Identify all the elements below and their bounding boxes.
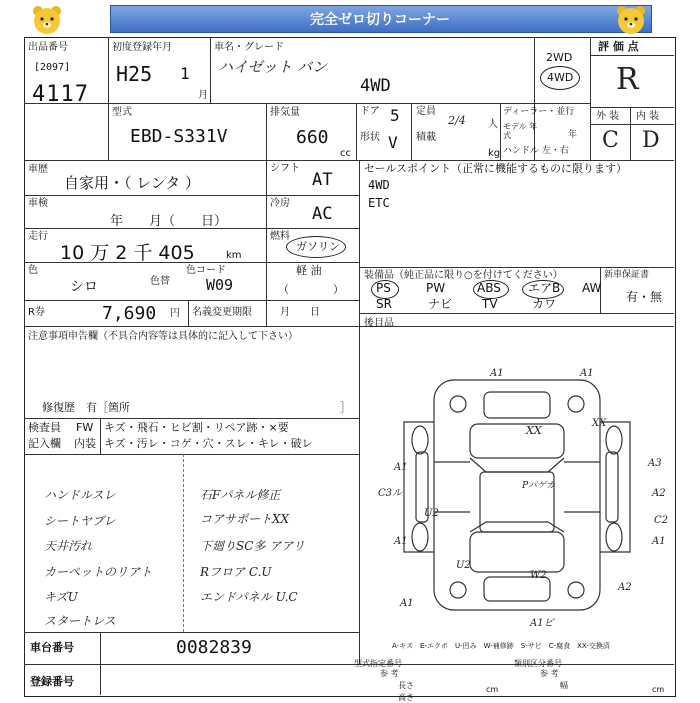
mileage-value: 10 万 2 千 405 — [60, 242, 195, 264]
mark-xx-right: XX — [592, 418, 607, 429]
displacement-value: 660 — [296, 127, 329, 148]
first-reg-label: 初度登録年月 — [112, 42, 172, 53]
lot-code: [2097] — [34, 62, 71, 73]
dealer-handle: ハンドル 左・右 — [503, 146, 569, 156]
mark-right-a1: A1 — [652, 536, 666, 547]
cm-label-1: cm — [486, 685, 499, 694]
tax-value: 月 日 — [280, 307, 320, 318]
mark-w2-bottom: W2 — [530, 570, 547, 581]
rating-value: R — [616, 62, 639, 97]
inspector-row1: キズ・飛石・ヒビ割・リペア跡・×要 — [104, 421, 289, 434]
legend-text: A-キズ E-エクボ U-凹み W-補修跡 S-サビ C-腐食 XX-交換済 — [392, 642, 610, 650]
mark-right-a3: A3 — [648, 458, 662, 469]
equip-abs-circle — [473, 280, 509, 299]
inspector-row2: キズ・汚レ・コゲ・穴・スレ・キレ・破レ — [104, 437, 313, 450]
fuel-diesel: 軽 油 — [296, 264, 322, 277]
shape-label: 形状 — [360, 132, 380, 143]
lot-number: 4117 — [32, 82, 89, 107]
color-code: W09 — [206, 276, 234, 294]
doors-value: 5 — [390, 106, 400, 125]
mark-top-a1-left: A1 — [490, 368, 504, 379]
inspection-label: 車検 — [28, 198, 48, 209]
remark-left-6: スタートレス — [44, 614, 116, 628]
width-label: 幅 — [560, 681, 568, 690]
mark-left-a1-lower: A1 — [394, 536, 408, 547]
remark-left-4: カーペットのリアト — [44, 565, 153, 579]
recycle-unit: 円 — [170, 308, 180, 319]
remark-right-5: エンドパネル U.C — [200, 590, 298, 604]
sales-point-2: ETC — [368, 196, 390, 210]
equip-abs: ABS — [477, 281, 501, 295]
header-title: 完全ゼロ切りコーナー — [310, 12, 450, 28]
remark-left-3: 天井汚れ — [44, 539, 93, 553]
exterior-value: C — [602, 128, 619, 153]
cm-label-2: cm — [652, 685, 665, 694]
chassis-label: 車台番号 — [30, 641, 74, 654]
remark-left-2: シートヤブレ — [44, 514, 116, 528]
exterior-label: 外 装 — [596, 111, 620, 122]
inspector-label: 検査員 — [28, 421, 61, 434]
remark-right-4: Rフロア C.U — [200, 565, 272, 579]
inspector-interior: 内装 — [74, 437, 96, 450]
inspector-fw: FW — [76, 421, 94, 434]
rear-seat-label: 後目品 — [364, 318, 394, 329]
color-value: シロ — [70, 279, 98, 295]
name-label: 車名・グレード — [214, 42, 284, 53]
equip-airbag: エアB — [528, 281, 561, 295]
note-label-2: 参 考 — [540, 669, 559, 678]
notes-label: 注意事項申告欄（不具合内容等は具体的に記入して下さい） — [28, 331, 298, 342]
equip-aw: AW — [582, 281, 602, 295]
color-code-label: 色コード — [186, 265, 226, 276]
interior-label: 内 装 — [636, 111, 660, 122]
notes-repair-end: ］ — [340, 401, 351, 414]
equip-sr: SR — [376, 297, 392, 311]
inspection-value: 年 月（ 日） — [110, 214, 228, 229]
capacity-unit: 人 — [488, 119, 498, 130]
lot-label: 出品番号 — [28, 42, 68, 53]
mark-panel: Pパゲカ — [522, 481, 555, 491]
equip-leather: カワ — [532, 297, 557, 311]
displacement-label: 排気量 — [270, 107, 300, 118]
shift-value: AT — [312, 170, 333, 190]
name-value: ハイゼット バン — [218, 58, 328, 76]
displacement-unit: cc — [340, 148, 351, 159]
color-label: 色 — [28, 265, 38, 276]
first-reg-year: H25 — [116, 62, 153, 86]
shape-value: V — [388, 133, 398, 152]
mark-a2-bottom-right: A2 — [618, 582, 632, 593]
height-label: 高さ — [398, 693, 414, 702]
interior-value: D — [642, 128, 660, 153]
mark-a1-bottom-left: A1 — [400, 598, 414, 609]
remark-right-1: 石Fパネル修正 — [200, 488, 281, 502]
recycle-value: 7,690 — [102, 303, 157, 324]
name-grade: 4WD — [360, 76, 391, 96]
shift-label: シフト — [270, 163, 300, 174]
class-number-label: 類別区分番号 — [514, 659, 562, 668]
warranty-label: 新車保証書 — [604, 270, 650, 280]
history-value: 自家用・（ レンタ ） — [64, 174, 201, 192]
equip-ps-circle — [371, 280, 399, 299]
warranty-value: 有・無 — [626, 290, 663, 304]
note-label-1: 参 考 — [380, 669, 399, 678]
dealer-model-year: モデル 年式 — [503, 122, 538, 140]
registration-label: 登録番号 — [30, 675, 74, 688]
fuel-gas: ガソリン — [296, 240, 340, 253]
mark-right-a2: A2 — [652, 488, 666, 499]
remark-left-1: ハンドルスレ — [44, 488, 116, 502]
mascot-left-icon — [30, 4, 64, 36]
rating-label: 評 価 点 — [598, 40, 639, 53]
notes-repair: 修復歴 有［箇所 — [42, 401, 130, 414]
equip-airbag-circle — [522, 280, 564, 299]
mark-top-a1-right: A1 — [580, 368, 594, 379]
mileage-unit: km — [226, 250, 242, 261]
model-value: EBD-S331V — [130, 126, 228, 147]
remark-left-5: キズU — [44, 590, 78, 604]
equip-navi: ナビ — [428, 297, 453, 311]
equipment-label: 装備品（純正品に限り○を付けてください） — [364, 270, 563, 281]
capacity-label: 定員 — [416, 106, 436, 117]
remark-right-2: コアサポートXX — [200, 512, 290, 526]
chassis-value: 0082839 — [176, 637, 252, 658]
mark-left-u2: U2 — [424, 508, 439, 519]
dealer-label: ディーラー・並行 — [503, 107, 575, 117]
length-label: 長さ — [398, 681, 414, 690]
capacity-value: 2/4 — [448, 114, 466, 127]
doors-label: ドア — [360, 106, 380, 117]
recycle-label: R券 — [28, 307, 45, 318]
mark-left-a1: A1 — [394, 462, 408, 473]
sales-points-label: セールスポイント（正常に機能するものに限ります） — [364, 162, 628, 175]
mascot-right-icon — [614, 4, 648, 36]
first-reg-month-unit: 月 — [198, 90, 208, 101]
history-label: 車歴 — [28, 164, 48, 175]
drive-value: 4WD — [547, 71, 574, 84]
load-unit: kg — [488, 148, 501, 159]
tax-label: 名義変更期限 — [192, 307, 252, 318]
entry-label: 記入欄 — [28, 437, 61, 450]
equip-tv: TV — [482, 297, 498, 311]
mark-xx-center: XX — [526, 424, 542, 437]
remark-right-3: 下廻りSC多 アアリ — [200, 539, 305, 553]
mark-right-c2: C2 — [654, 515, 669, 526]
drive-label: 2WD — [546, 51, 573, 64]
load-label: 積載 — [416, 132, 436, 143]
model-label: 型式 — [112, 107, 132, 118]
mark-left-c3u: C3ル — [378, 488, 403, 499]
mark-a1-bottom: A1ビ — [530, 618, 554, 629]
equip-ps: PS — [376, 281, 391, 295]
fuel-paren: （ ） — [278, 283, 344, 296]
aircon-value: AC — [312, 204, 333, 224]
color-no-label: 色替 — [150, 276, 170, 287]
sales-point-1: 4WD — [368, 178, 390, 192]
first-reg-month: 1 — [180, 64, 190, 83]
fuel-label: 燃料 — [270, 231, 290, 242]
dealer-year-unit: 年 — [568, 130, 578, 140]
mileage-label: 走行 — [28, 231, 48, 242]
type-designation-label: 型式指定番号 — [354, 659, 402, 668]
equip-pw: PW — [426, 281, 446, 295]
mark-u2-lower-left: U2 — [456, 560, 471, 571]
aircon-label: 冷房 — [270, 198, 290, 209]
